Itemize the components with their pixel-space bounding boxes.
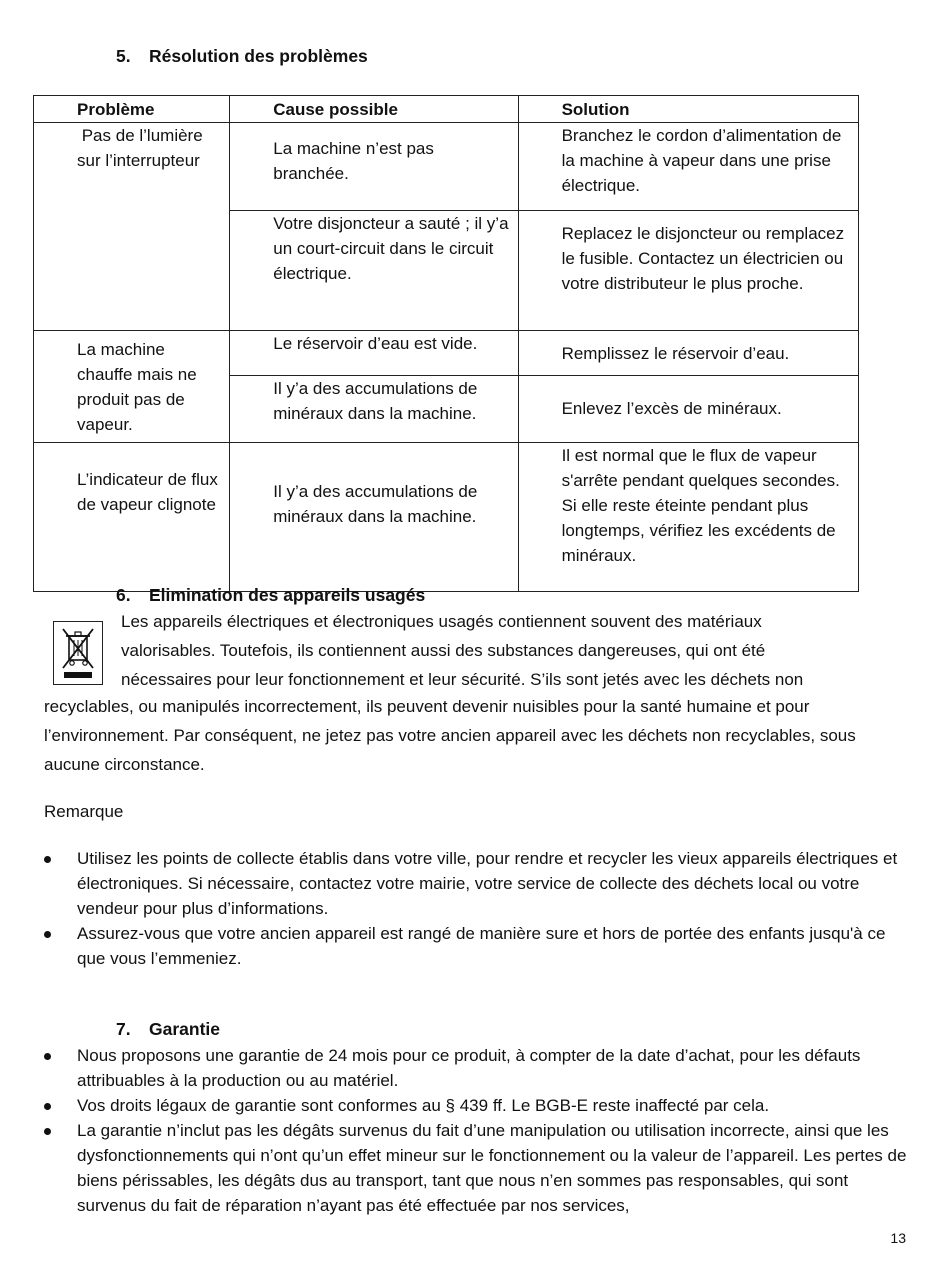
paragraph-line: valorisables. Toutefois, ils contiennent aussi des substances dangereuses, qui ont été	[121, 641, 766, 660]
list-item	[44, 846, 914, 921]
list-item-text: Vos droits légaux de garantie sont conformes au § 439 ff. Le BGB-E reste inaffecté par cela.	[77, 1096, 770, 1115]
solution-cell: Il est normal que le flux de vapeur s'arrête pendant quelques secondes. Si elle reste éteinte pendant plus longtemps, vérifiez les excédents de minéraux.	[518, 443, 858, 592]
problem-cell: La machine chauffe mais ne produit pas de vapeur.	[34, 331, 230, 443]
cause-cell: Le réservoir d’eau est vide.	[230, 331, 518, 376]
list-item	[44, 1043, 914, 1093]
column-header-solution: Solution	[518, 96, 858, 123]
disposal-paragraph-intro	[121, 607, 911, 694]
list-item-text: La garantie n’inclut pas les dégâts survenus du fait d’une manipulation ou utilisation incorrecte, ainsi que les dysfonctionnements qui n’ont qu’un effet mineur sur le fonctionnement ou la valeur de l’appareil. Les pertes de biens périssables, les dégâts dus au transport, tant que nous n’en sommes pas responsables, qui sont survenus du fait de réparation n’ayant pas été effectuée par nos services,	[77, 1121, 907, 1215]
problem-cell	[34, 123, 230, 331]
table-row	[34, 443, 859, 592]
list-item-text: Utilisez les points de collecte établis dans votre ville, pour rendre et recycler les vieux appareils électriques et électroniques. Si nécessaire, contactez votre mairie, votre service de collecte des déchets local ou votre vendeur pour plus d’informations.	[77, 849, 898, 918]
column-header-problem: Problème	[34, 96, 230, 123]
problem-cell: L’indicateur de flux de vapeur clignote	[34, 443, 230, 592]
paragraph-line: Les appareils électriques et électroniques usagés contiennent souvent des matériaux	[121, 612, 762, 631]
list-item	[44, 1093, 914, 1118]
cause-cell: Il y’a des accumulations de minéraux dans la machine.	[230, 376, 518, 443]
table-row	[34, 123, 859, 211]
page-number: 13	[890, 1230, 906, 1246]
section-6-heading	[116, 585, 425, 606]
disposal-paragraph-rest: recyclables, ou manipulés incorrectement, ils peuvent devenir nuisibles pour la santé humaine et pour l’environnement. Par conséquent, ne jetez pas votre ancien appareil avec les déchets non recyclables, sous aucune circonstance.	[44, 697, 856, 774]
problem-line: sur l’interrupteur	[77, 151, 200, 170]
section-number: 7.	[116, 1019, 131, 1039]
table-header-row	[34, 96, 859, 123]
cause-cell: La machine n’est pas branchée.	[230, 123, 518, 211]
cause-cell: Il y’a des accumulations de minéraux dans la machine.	[230, 443, 518, 592]
section-title: Résolution des problèmes	[149, 46, 368, 66]
paragraph-line: nécessaires pour leur fonctionnement et leur sécurité. S’ils sont jetés avec les déchets non	[121, 670, 804, 689]
list-item	[44, 921, 914, 971]
list-item-text: Nous proposons une garantie de 24 mois pour ce produit, à compter de la date d’achat, pour les défauts attribuables à la production ou au matériel.	[77, 1046, 861, 1090]
section-number: 6.	[116, 585, 131, 605]
remark-label: Remarque	[44, 802, 124, 821]
section-number: 5.	[116, 46, 131, 66]
remark-bullet-list	[44, 846, 914, 971]
section-title: Elimination des appareils usagés	[149, 585, 426, 605]
bullet-icon	[44, 1053, 51, 1060]
bullet-icon	[44, 1103, 51, 1110]
troubleshooting-table	[33, 95, 859, 592]
bullet-icon	[44, 1128, 51, 1135]
problem-line: Pas de l’lumière	[77, 126, 203, 145]
section-7-heading	[116, 1019, 220, 1040]
table-row	[34, 331, 859, 376]
bullet-icon	[44, 931, 51, 938]
solution-cell: Branchez le cordon d’alimentation de la machine à vapeur dans une prise électrique.	[518, 123, 858, 211]
bullet-icon	[44, 856, 51, 863]
solution-cell: Replacez le disjoncteur ou remplacez le fusible. Contactez un électricien ou votre distributeur le plus proche.	[518, 211, 858, 331]
section-5-heading	[116, 46, 368, 67]
warranty-bullet-list	[44, 1043, 914, 1218]
list-item-text: Assurez-vous que votre ancien appareil est rangé de manière sure et hors de portée des enfants jusqu'à ce que vous l’emmeniez.	[77, 924, 886, 968]
weee-crossed-bin-icon	[53, 621, 103, 685]
section-title: Garantie	[149, 1019, 220, 1039]
cause-cell: Votre disjoncteur a sauté ; il y’a un court-circuit dans le circuit électrique.	[230, 211, 518, 331]
list-item	[44, 1118, 914, 1218]
column-header-cause: Cause possible	[230, 96, 518, 123]
solution-cell: Enlevez l’excès de minéraux.	[518, 376, 858, 443]
solution-cell: Remplissez le réservoir d’eau.	[518, 331, 858, 376]
